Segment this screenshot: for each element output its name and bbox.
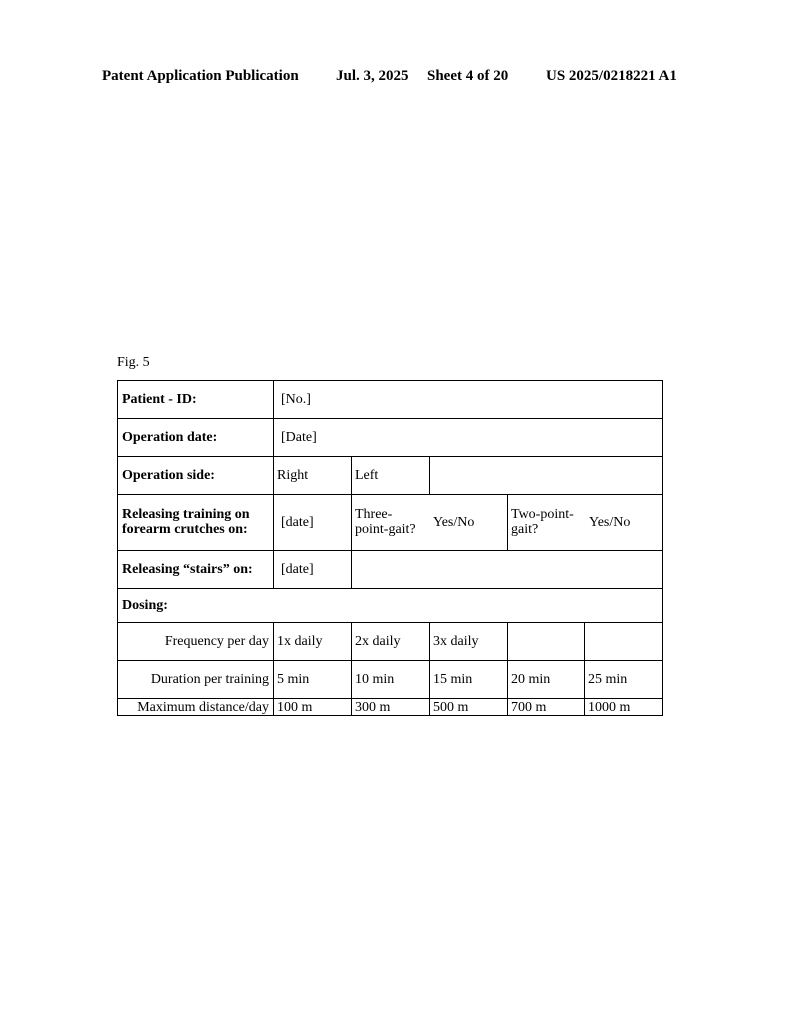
row-divider xyxy=(117,588,663,589)
table-border-right xyxy=(662,380,663,716)
duration-option: 15 min xyxy=(433,672,473,687)
two-point-gait-answer: Yes/No xyxy=(589,515,631,530)
publication-number: US 2025/0218221 A1 xyxy=(546,68,677,84)
column-divider xyxy=(507,622,508,716)
frequency-option: 3x daily xyxy=(433,634,479,649)
three-point-gait-line1: Three- xyxy=(355,507,393,522)
figure-label: Fig. 5 xyxy=(117,355,150,370)
three-point-gait-line2: point-gait? xyxy=(355,522,416,537)
duration-option: 10 min xyxy=(355,672,395,687)
publication-date: Jul. 3, 2025 xyxy=(336,68,409,84)
column-divider xyxy=(351,456,352,588)
three-point-gait-label xyxy=(355,507,416,537)
operation-side-right: Right xyxy=(277,468,309,483)
column-divider xyxy=(584,622,585,716)
three-point-gait-answer: Yes/No xyxy=(433,515,475,530)
max-distance-label: Maximum distance/day xyxy=(137,700,269,715)
column-divider xyxy=(273,622,274,716)
crutches-date-field: [date] xyxy=(281,515,314,530)
patient-form-table xyxy=(117,380,663,716)
stairs-date-field: [date] xyxy=(281,562,314,577)
column-divider xyxy=(507,494,508,550)
row-divider xyxy=(117,698,663,699)
publication-type: Patent Application Publication xyxy=(102,68,299,84)
frequency-label: Frequency per day xyxy=(164,634,269,649)
max-distance-option: 700 m xyxy=(511,700,547,715)
duration-option: 5 min xyxy=(277,672,310,687)
two-point-gait-line1: Two-point- xyxy=(511,507,574,522)
two-point-gait-label xyxy=(511,507,574,537)
row-divider xyxy=(117,418,663,419)
frequency-option: 2x daily xyxy=(355,634,401,649)
table-border-bottom xyxy=(117,715,663,716)
crutches-label xyxy=(122,507,250,537)
two-point-gait-line2: gait? xyxy=(511,522,539,537)
max-distance-option: 1000 m xyxy=(588,700,631,715)
duration-option: 25 min xyxy=(588,672,628,687)
sheet-number: Sheet 4 of 20 xyxy=(427,68,509,84)
max-distance-option: 300 m xyxy=(355,700,391,715)
page-header xyxy=(0,68,794,88)
row-divider xyxy=(117,456,663,457)
patient-id-label: Patient - ID: xyxy=(122,392,197,407)
operation-side-left: Left xyxy=(355,468,379,483)
max-distance-option: 500 m xyxy=(433,700,469,715)
operation-date-label: Operation date: xyxy=(122,430,218,445)
table-border-top xyxy=(117,380,663,381)
row-divider xyxy=(117,622,663,623)
column-divider xyxy=(429,622,430,716)
row-divider xyxy=(117,550,663,551)
stairs-label: Releasing “stairs” on: xyxy=(122,562,253,577)
column-divider xyxy=(273,380,274,588)
duration-label: Duration per training xyxy=(150,672,269,687)
crutches-label-line2: forearm crutches on: xyxy=(122,522,248,537)
column-divider xyxy=(351,622,352,716)
crutches-label-line1: Releasing training on xyxy=(122,507,250,522)
max-distance-option: 100 m xyxy=(277,700,313,715)
table-border-left xyxy=(117,380,118,716)
column-divider xyxy=(429,456,430,494)
operation-date-field: [Date] xyxy=(281,430,317,445)
duration-option: 20 min xyxy=(511,672,551,687)
row-divider xyxy=(117,660,663,661)
frequency-option: 1x daily xyxy=(277,634,323,649)
operation-side-label: Operation side: xyxy=(122,468,215,483)
patient-id-field: [No.] xyxy=(281,392,311,407)
dosing-label: Dosing: xyxy=(122,598,168,613)
row-divider xyxy=(117,494,663,495)
